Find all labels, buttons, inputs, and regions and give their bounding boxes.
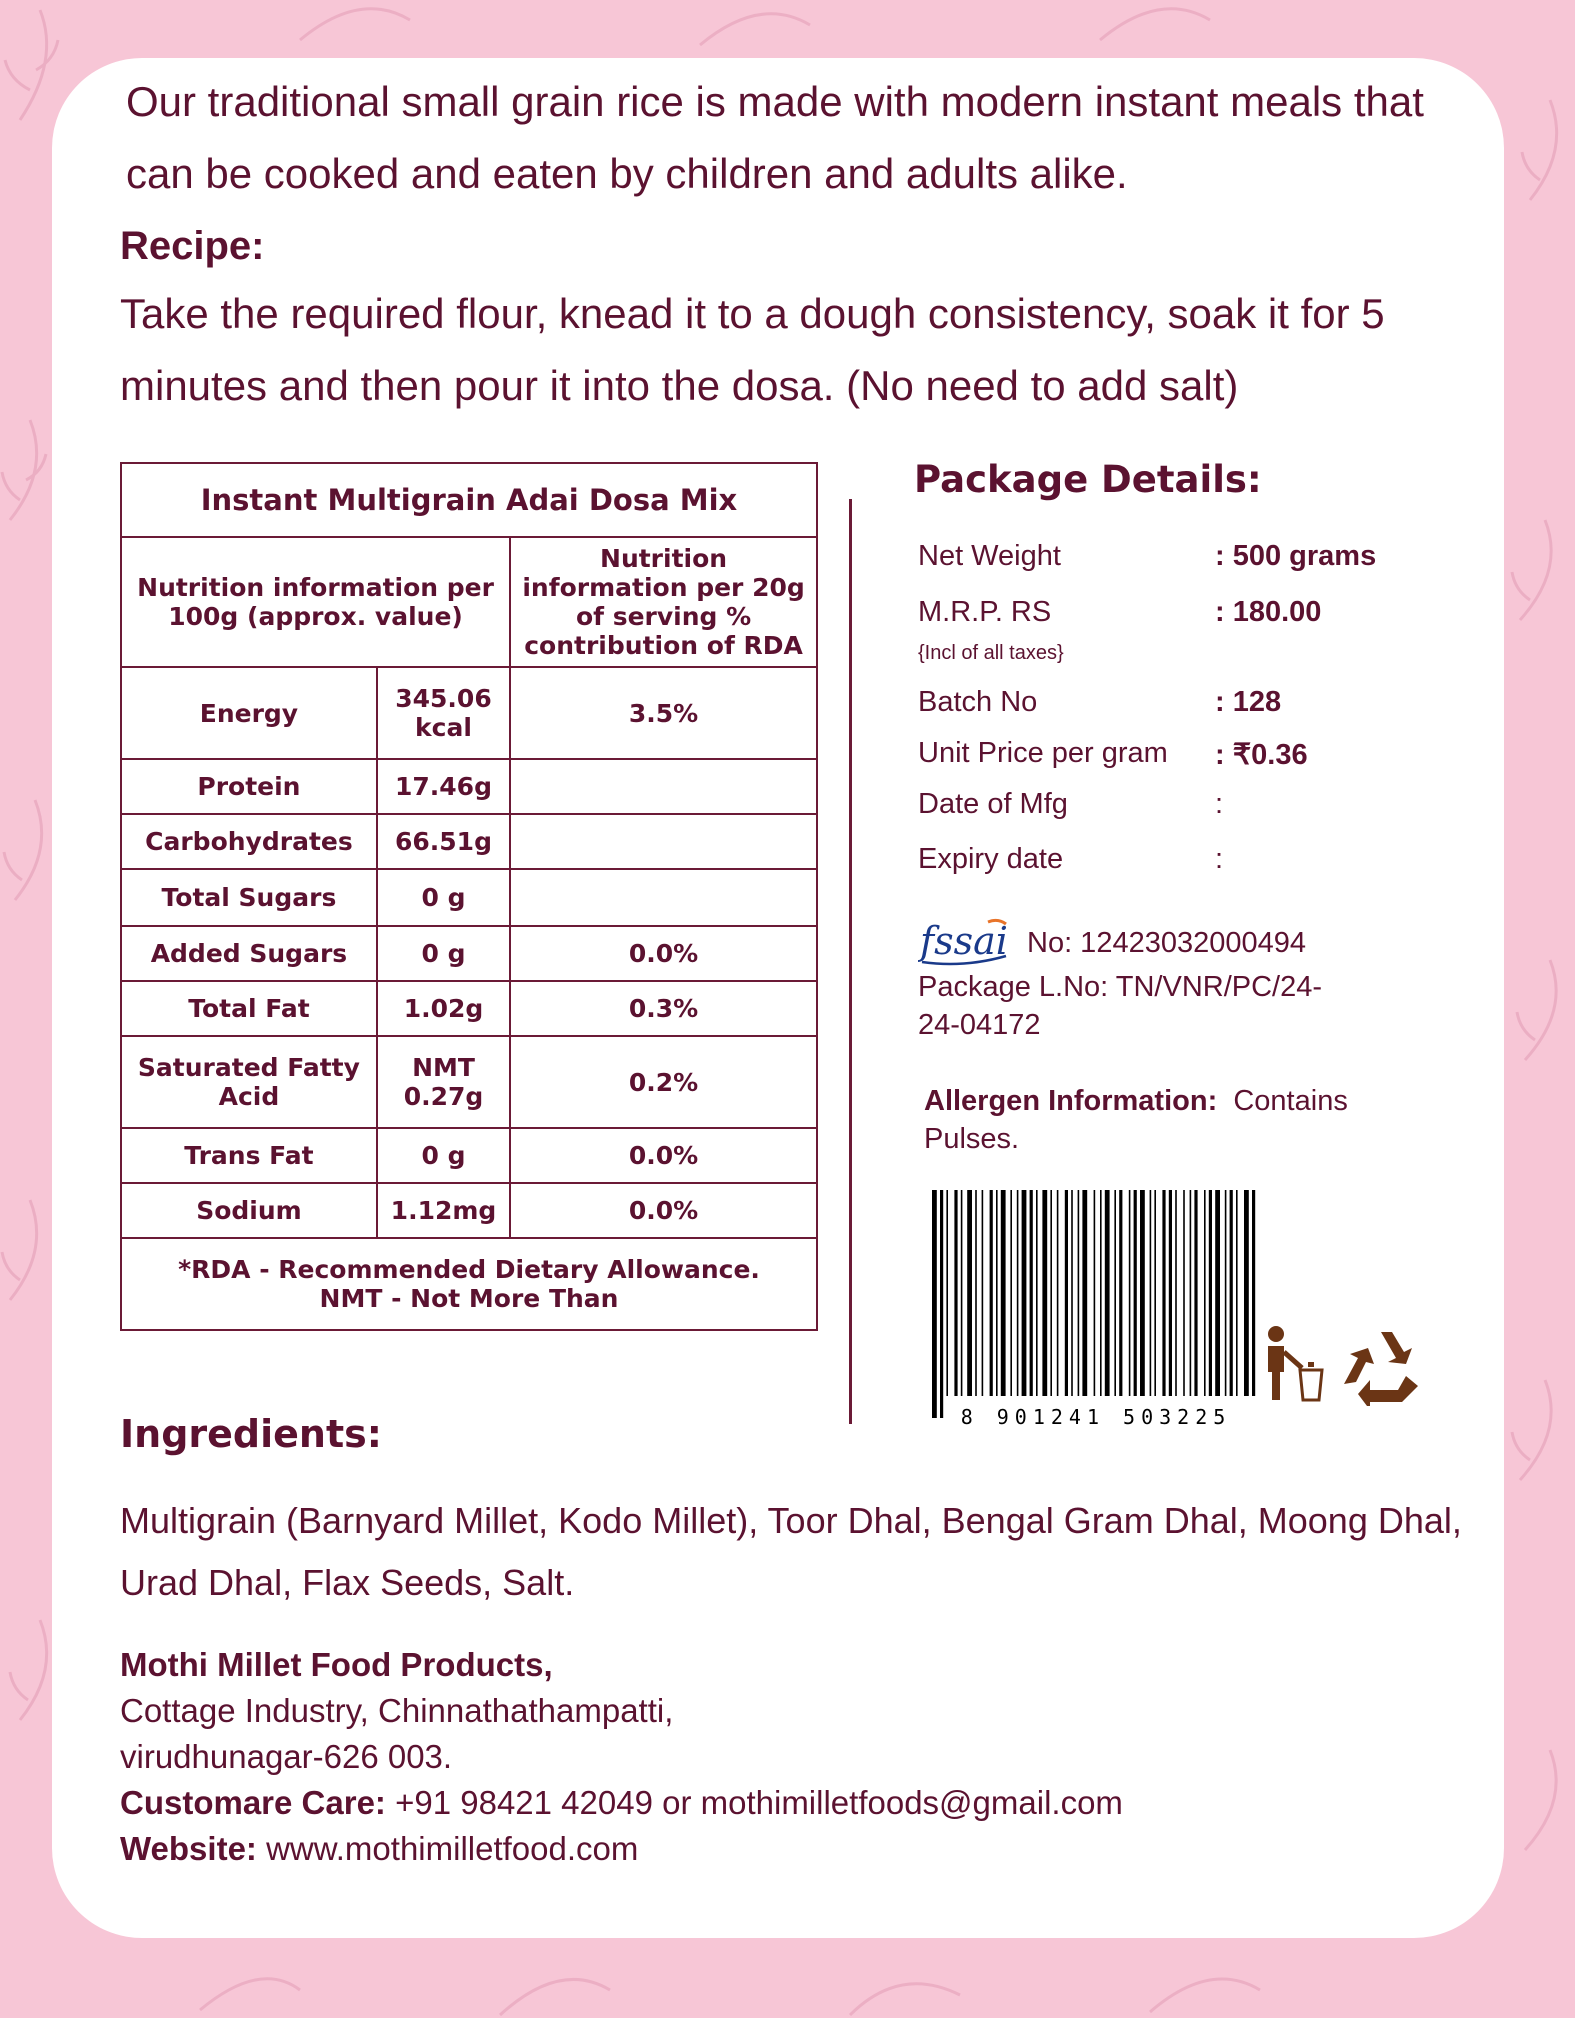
barcode-bar <box>996 1190 998 1396</box>
nutrient-rda <box>510 814 817 869</box>
barcode-bar <box>1042 1190 1047 1396</box>
barcode-bar <box>1183 1190 1185 1396</box>
nutrient-value: 1.02g <box>377 981 510 1036</box>
nutrient-value: 345.06 kcal <box>377 667 510 759</box>
barcode-bar <box>1190 1190 1192 1396</box>
barcode-bar <box>990 1190 993 1396</box>
nutrient-rda: 0.0% <box>510 926 817 981</box>
nutrient-value: 0 g <box>377 869 510 926</box>
table-row <box>121 1128 817 1183</box>
table-row <box>121 981 817 1036</box>
barcode-bar <box>1244 1190 1249 1396</box>
barcode-bar <box>1119 1190 1122 1396</box>
nutrient-rda <box>510 869 817 926</box>
barcode-bar <box>1030 1190 1033 1396</box>
content-card <box>52 58 1504 1938</box>
package-license: Package L.No: TN/VNR/PC/24-24-04172 <box>918 971 1323 1041</box>
nutrient-rda: 0.0% <box>510 1128 817 1183</box>
column-divider <box>849 499 852 1424</box>
nutrient-value: 1.12mg <box>377 1183 510 1238</box>
net-weight-value: : 500 grams <box>1215 540 1377 572</box>
ingredients-heading: Ingredients: <box>120 1412 382 1456</box>
mrp-value: : 180.00 <box>1215 596 1322 628</box>
trash-bin-icon <box>1262 1324 1326 1404</box>
barcode-bar <box>946 1190 948 1396</box>
allergen-label: Allergen Information: <box>924 1085 1218 1117</box>
barcode-bar <box>1140 1190 1145 1396</box>
barcode-bar <box>1175 1190 1177 1396</box>
mrp-label: M.R.P. RS <box>918 596 1052 628</box>
mfg-date-label: Date of Mfg <box>918 788 1068 820</box>
barcode-bar <box>1105 1190 1110 1396</box>
barcode-bar <box>1209 1190 1212 1396</box>
barcode-bar <box>1134 1190 1137 1396</box>
nutrient-rda: 0.3% <box>510 981 817 1036</box>
table-row <box>121 1036 817 1128</box>
nutrient-rda: 0.2% <box>510 1036 817 1128</box>
barcode-bar <box>982 1190 984 1396</box>
nutrient-rda <box>510 759 817 814</box>
barcode-bar <box>1078 1190 1080 1396</box>
barcode-bar <box>1065 1190 1068 1396</box>
batch-label: Batch No <box>918 686 1038 718</box>
unit-price-value: : ₹0.36 <box>1215 739 1308 771</box>
fssai-number: No: 12423032000494 <box>1027 927 1306 959</box>
barcode-bar <box>1094 1190 1096 1396</box>
table-row <box>121 926 817 981</box>
barcode-bar <box>975 1190 977 1396</box>
nutrient-value: 0 g <box>377 1128 510 1183</box>
unit-price-label: Unit Price per gram <box>918 737 1168 769</box>
barcode-bar <box>1215 1190 1220 1396</box>
nutrition-title: Instant Multigrain Adai Dosa Mix <box>121 463 817 537</box>
barcode-bar <box>1022 1190 1027 1396</box>
barcode-bar <box>1071 1190 1073 1396</box>
expiry-date-label: Expiry date <box>918 843 1064 875</box>
barcode-bar <box>1162 1190 1165 1396</box>
barcode-bar <box>1169 1190 1172 1396</box>
nutrient-name: Protein <box>121 759 377 814</box>
nutrient-name: Energy <box>121 667 377 759</box>
website-label: Website: <box>120 1830 257 1867</box>
barcode-bar <box>1230 1190 1233 1396</box>
company-address-line1: Cottage Industry, Chinnathathampatti, <box>120 1692 674 1729</box>
fssai-logo-text: fssai <box>920 919 1008 963</box>
barcode-bar <box>1204 1190 1206 1396</box>
barcode-bar <box>1100 1190 1102 1396</box>
table-row <box>121 667 817 759</box>
table-row <box>121 814 817 869</box>
website-link[interactable]: www.mothimilletfood.com <box>266 1830 639 1867</box>
nutrient-value: NMT 0.27g <box>377 1036 510 1128</box>
nutrient-name: Total Fat <box>121 981 377 1036</box>
barcode <box>926 1190 1266 1428</box>
nutrient-value: 66.51g <box>377 814 510 869</box>
barcode-bar <box>1050 1190 1052 1396</box>
barcode-bar <box>1036 1190 1038 1396</box>
nutrient-rda: 3.5% <box>510 667 817 759</box>
nutrition-header-rda: Nutrition information per 20g of serving % contribution of RDA <box>510 537 817 667</box>
barcode-bar <box>1225 1190 1227 1396</box>
barcode-bar <box>1017 1190 1019 1396</box>
barcode-bar <box>967 1190 972 1396</box>
net-weight-label: Net Weight <box>918 540 1061 572</box>
batch-value: : 128 <box>1215 686 1282 718</box>
barcode-bar <box>940 1190 943 1418</box>
barcode-bar <box>1114 1190 1116 1396</box>
ingredients-text: Multigrain (Barnyard Millet, Kodo Millet), Toor Dhal, Bengal Gram Dhal, Moong Dhal, Urad Dhal, Flax Seeds, Salt. <box>120 1500 1462 1603</box>
barcode-bar <box>932 1190 937 1418</box>
table-row <box>121 1183 817 1238</box>
company-address-line2: virudhunagar-626 003. <box>120 1738 453 1775</box>
customer-care-text[interactable]: +91 98421 42049 or mothimilletfoods@gmail.com <box>395 1784 1123 1821</box>
allergen-text: Contains Pulses. <box>924 1085 1348 1155</box>
company-details <box>120 1642 1123 1872</box>
nutrient-name: Saturated Fatty Acid <box>121 1036 377 1128</box>
intro-text: Our traditional small grain rice is made with modern instant meals that can be cooked and eaten by children and adults alike. <box>126 78 1424 197</box>
table-row <box>121 869 817 926</box>
nutrient-name: Carbohydrates <box>121 814 377 869</box>
barcode-bars <box>932 1190 1255 1418</box>
nutrient-value: 17.46g <box>377 759 510 814</box>
recycle-icon <box>1340 1328 1422 1406</box>
barcode-bar <box>1129 1190 1131 1396</box>
nutrient-name: Sodium <box>121 1183 377 1238</box>
package-heading: Package Details: <box>914 458 1262 501</box>
nutrition-footnote: *RDA - Recommended Dietary Allowance. NMT - Not More Than <box>121 1238 817 1330</box>
barcode-bar <box>1010 1190 1012 1396</box>
nutrient-value: 0 g <box>377 926 510 981</box>
barcode-bar <box>954 1190 957 1396</box>
barcode-bar <box>1236 1190 1238 1396</box>
nutrient-name: Total Sugars <box>121 869 377 926</box>
expiry-date-value: : <box>1215 843 1224 875</box>
customer-care-label: Customare Care: <box>120 1784 386 1821</box>
table-row <box>121 759 817 814</box>
mfg-date-value: : <box>1215 788 1224 820</box>
barcode-digits: 8 901241 503225 <box>960 1405 1232 1428</box>
mrp-note: {Incl of all taxes} <box>918 642 1064 664</box>
nutrient-rda: 0.0% <box>510 1183 817 1238</box>
recipe-text: Take the required flour, knead it to a dough consistency, soak it for 5 minutes and then pour it into the dosa. (No need to add salt) <box>120 290 1385 409</box>
barcode-bar <box>1057 1190 1059 1396</box>
recipe-heading: Recipe: <box>120 224 265 268</box>
barcode-bar <box>1082 1190 1087 1396</box>
barcode-bar <box>1150 1190 1152 1396</box>
barcode-bar <box>1252 1190 1255 1396</box>
company-name: Mothi Millet Food Products, <box>120 1646 553 1683</box>
nutrition-table <box>120 462 818 1331</box>
barcode-bar <box>1154 1190 1156 1396</box>
barcode-bar <box>1001 1190 1006 1396</box>
nutrient-name: Trans Fat <box>121 1128 377 1183</box>
nutrient-name: Added Sugars <box>121 926 377 981</box>
barcode-bar <box>961 1190 963 1396</box>
nutrition-header-per-100g: Nutrition information per 100g (approx. value) <box>121 537 510 667</box>
barcode-bar <box>1194 1190 1197 1396</box>
allergen-info <box>924 1082 1424 1158</box>
fssai-logo <box>918 916 1010 970</box>
